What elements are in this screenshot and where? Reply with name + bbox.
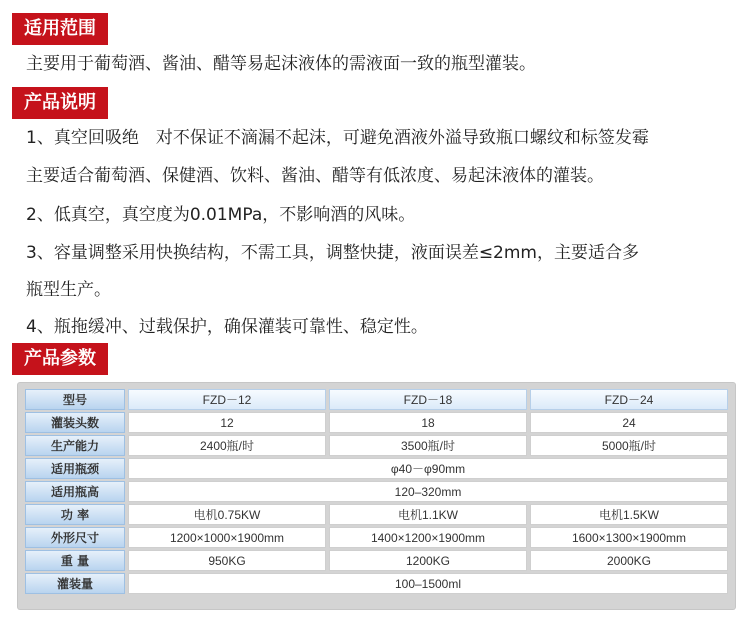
spec-table-frame	[18, 383, 735, 609]
table-cell-merged: 120–320mm	[128, 481, 728, 502]
table-cell: 2000KG	[530, 550, 728, 571]
table-row	[25, 435, 728, 456]
table-row	[25, 504, 728, 525]
table-cell: 1200KG	[329, 550, 527, 571]
table-cell: 24	[530, 412, 728, 433]
header-label-model: 型号	[25, 389, 125, 410]
row-label-dimensions: 外形尺寸	[25, 527, 125, 548]
table-cell: 950KG	[128, 550, 326, 571]
table-row	[25, 481, 728, 502]
table-cell: 12	[128, 412, 326, 433]
table-row	[25, 550, 728, 571]
table-cell: 3500瓶/时	[329, 435, 527, 456]
table-cell: 18	[329, 412, 527, 433]
table-header-row	[25, 389, 728, 410]
description-line: 2、低真空，真空度为0.01MPa，不影响酒的风味。	[26, 205, 416, 225]
model-fzd-24: FZD－24	[530, 389, 728, 410]
description-line: 主要适合葡萄酒、保健酒、饮料、酱油、醋等有低浓度、易起沫液体的灌装。	[26, 166, 604, 186]
table-cell: 5000瓶/时	[530, 435, 728, 456]
row-label-bottle-height: 适用瓶高	[25, 481, 125, 502]
table-cell: 电机1.5KW	[530, 504, 728, 525]
row-label-capacity: 生产能力	[25, 435, 125, 456]
table-cell-merged: 100–1500ml	[128, 573, 728, 594]
row-label-bottle-neck: 适用瓶颈	[25, 458, 125, 479]
section-title-description: 产品说明	[12, 87, 108, 119]
table-row	[25, 573, 728, 594]
section-title-scope: 适用范围	[12, 13, 108, 45]
description-line: 4、瓶拖缓冲、过载保护，确保灌装可靠性、稳定性。	[26, 317, 428, 337]
description-line: 3、容量调整采用快换结构，不需工具，调整快捷，液面误差≤2mm，主要适合多	[26, 243, 639, 263]
table-cell: 电机0.75KW	[128, 504, 326, 525]
table-cell: 1600×1300×1900mm	[530, 527, 728, 548]
row-label-heads: 灌装头数	[25, 412, 125, 433]
row-label-power: 功 率	[25, 504, 125, 525]
section-title-params: 产品参数	[12, 343, 108, 375]
scope-text: 主要用于葡萄酒、酱油、醋等易起沫液体的需液面一致的瓶型灌装。	[26, 54, 536, 74]
table-cell: 2400瓶/时	[128, 435, 326, 456]
table-cell-merged: φ40－φ90mm	[128, 458, 728, 479]
model-fzd-18: FZD－18	[329, 389, 527, 410]
description-line: 瓶型生产。	[26, 280, 111, 300]
description-line: 1、真空回吸绝 对不保证不滴漏不起沫，可避免酒液外溢导致瓶口螺纹和标签发霉	[26, 128, 649, 148]
table-cell: 1200×1000×1900mm	[128, 527, 326, 548]
model-fzd-12: FZD－12	[128, 389, 326, 410]
table-row	[25, 412, 728, 433]
table-row	[25, 458, 728, 479]
table-row	[25, 527, 728, 548]
row-label-weight: 重 量	[25, 550, 125, 571]
table-cell: 1400×1200×1900mm	[329, 527, 527, 548]
table-cell: 电机1.1KW	[329, 504, 527, 525]
spec-table	[22, 387, 731, 596]
row-label-fill-volume: 灌装量	[25, 573, 125, 594]
